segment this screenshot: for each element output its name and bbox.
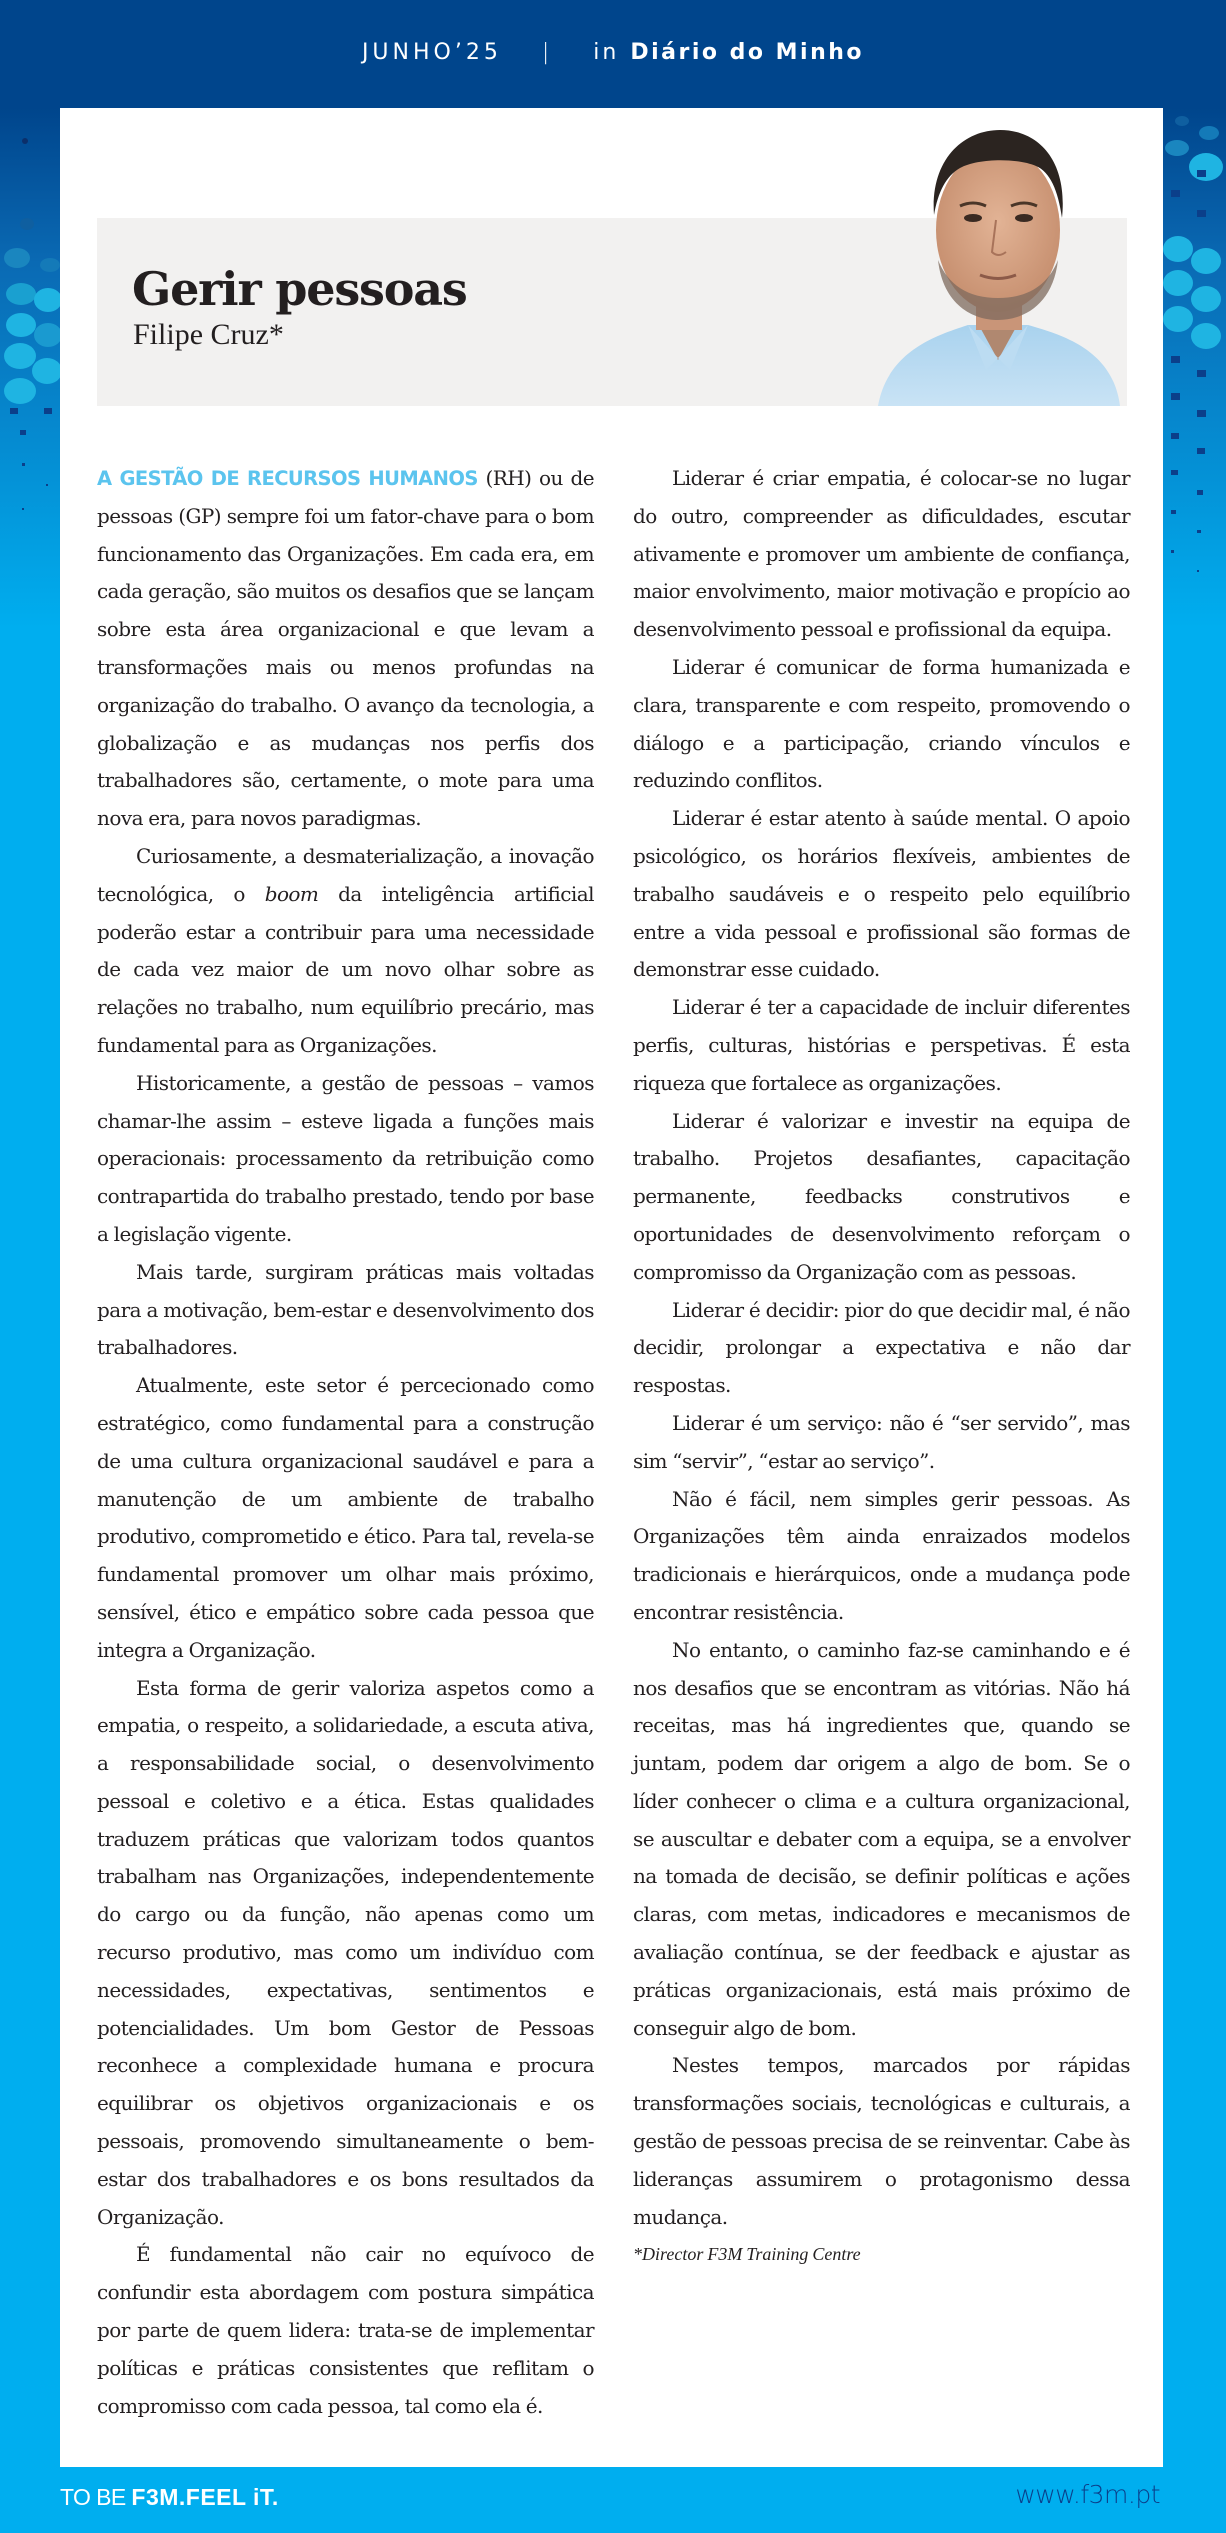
- paragraph: A GESTÃO DE RECURSOS HUMANOS (RH) ou de pessoas (GP) sempre foi um fator-chave para o bom funcionamento das Organizações. Em cada era, em cada geração, são muitos os desafios que se lançam sobre esta área organizacional e que levam a transformações mais ou menos profundas na organização do trabalho. O avanço da tecnologia, a globalização e as mudanças nos perfis dos trabalhadores são, certamente, o mote para uma nova era, para novos paradigmas.: [97, 466, 594, 831]
- paragraph: Liderar é ter a capacidade de incluir diferentes perfis, culturas, histórias e perspetivas. É esta riqueza que fortalece as organizações.: [633, 995, 1130, 1095]
- left-column: [97, 460, 594, 2425]
- paragraph: Liderar é estar atento à saúde mental. O apoio psicológico, os horários flexíveis, ambientes de trabalho saudáveis e o respeito pelo equilíbrio entre a vida pessoal e profissional são formas de demonstrar esse cuidado.: [633, 806, 1130, 982]
- paragraph: Liderar é decidir: pior do que decidir mal, é não decidir, prolongar a expectativa e não dar respostas.: [633, 1297, 1130, 1398]
- tagline-brand: F3M.FEEL iT.: [131, 2484, 279, 2510]
- paragraph: Esta forma de gerir valoriza aspetos como a empatia, o respeito, a solidariedade, a escuta ativa, a responsabilidade social, o desenvolvimento pessoal e coletivo e a ética. Estas qualidades traduzem práticas que valorizam todos quantos trabalham nas Organizações, independentemente do cargo ou da função, não apenas como um recurso produtivo, mas como um indivíduo com necessidades, expectativas, sentimentos e potencialidades. Um bom Gestor de Pessoas reconhece a complexidade humana e procura equilibrar os objetivos organizacionais e os pessoais, promovendo simultaneamente o bem-estar dos trabalhadores e os bons resultados da Organização.: [97, 1675, 594, 2229]
- paragraph: É fundamental não cair no equívoco de confundir esta abordagem com postura simpática por parte de quem lidera: trata-se de implementar políticas e práticas consistentes que reflitam o compromisso com cada pessoa, tal como ela é.: [97, 2242, 594, 2418]
- right-dot-pattern: [1163, 108, 1226, 628]
- paragraph: No entanto, o caminho faz-se caminhando e é nos desafios que se encontram as vitórias. Não há receitas, mas há ingredientes que, quando se juntam, podem dar origem a algo de bom. Se o líder conhecer o clima e a cultura organizacional, se auscultar e debater com a equipa, se a envolver na tomada de decisão, se definir políticas e ações claras, com metas, indicadores e mecanismos de avaliação contínua, se der feedback e ajustar as práticas organizacionais, está mais próximo de conseguir algo de bom.: [633, 1637, 1130, 2040]
- author-photo: [868, 120, 1127, 406]
- website-link[interactable]: www.f3m.pt: [1015, 2480, 1160, 2509]
- article-card: [60, 108, 1163, 2467]
- author-footnote: *Director F3M Training Centre: [633, 2244, 861, 2265]
- paragraph: Nestes tempos, marcados por rápidas transformações sociais, tecnológicas e culturais, a gestão de pessoas precisa de se reinventar. Cabe às lideranças assumirem o protagonismo dessa mudança.: [633, 2053, 1130, 2229]
- footer-tagline: [60, 2484, 279, 2511]
- paragraph: Liderar é criar empatia, é colocar-se no lugar do outro, compreender as dificuldades, escutar ativamente e promover um ambiente de confiança, maior envolvimento, maior motivação e propício ao desenvolvimento pessoal e profissional da equipa.: [633, 466, 1130, 642]
- paragraph: Mais tarde, surgiram práticas mais voltadas para a motivação, bem-estar e desenvolvimento dos trabalhadores.: [97, 1259, 594, 1360]
- paragraph: Curiosamente, a desmaterialização, a inovação tecnológica, o boom da inteligência artificial poderão estar a contribuir para uma necessidade de cada vez maior de um novo olhar sobre as relações no trabalho, num equilíbrio precário, mas fundamental para as Organizações.: [97, 843, 594, 1057]
- paragraph: Liderar é um serviço: não é “ser servido”, mas sim “servir”, “estar ao serviço”.: [633, 1410, 1130, 1473]
- issue-date: JUNHO’25: [361, 40, 502, 65]
- tagline-prefix: TO BE: [60, 2484, 132, 2510]
- right-column: [633, 460, 1130, 2425]
- publication-name: Diário do Minho: [630, 40, 865, 65]
- italic-term: boom: [264, 881, 319, 906]
- paragraph: Não é fácil, nem simples gerir pessoas. As Organizações têm ainda enraizados modelos tradicionais e hierárquicos, onde a mudança pode encontrar resistência.: [633, 1486, 1130, 1624]
- issue-header: [0, 36, 1226, 70]
- paragraph: Atualmente, este setor é percecionado como estratégico, como fundamental para a construção de uma cultura organizacional saudável e para a manutenção de um ambiente de trabalho produtivo, comprometido e ético. Para tal, revela-se fundamental promover um olhar mais próximo, sensível, ético e empático sobre cada pessoa que integra a Organização.: [97, 1373, 594, 1662]
- paragraph: Liderar é comunicar de forma humanizada e clara, transparente e com respeito, promovendo o diálogo e a participação, criando vínculos e reduzindo conflitos.: [633, 654, 1130, 793]
- article-body: [97, 460, 1130, 2425]
- article-title: Gerir pessoas: [132, 262, 467, 316]
- publication-prefix: in: [593, 40, 620, 65]
- left-dot-pattern: [0, 108, 60, 628]
- lead-in-caps: A GESTÃO DE RECURSOS HUMANOS: [97, 467, 478, 490]
- article-author: Filipe Cruz*: [133, 318, 284, 351]
- header-separator: |: [541, 40, 554, 65]
- paragraph: Historicamente, a gestão de pessoas – vamos chamar-lhe assim – esteve ligada a funções mais operacionais: processamento da retribuição como contrapartida do trabalho prestado, tendo por base a legislação vigente.: [97, 1070, 594, 1246]
- paragraph: Liderar é valorizar e investir na equipa de trabalho. Projetos desafiantes, capacitação permanente, feedbacks construtivos e oportunidades de desenvolvimento reforçam o compromisso da Organização com as pessoas.: [633, 1108, 1130, 1284]
